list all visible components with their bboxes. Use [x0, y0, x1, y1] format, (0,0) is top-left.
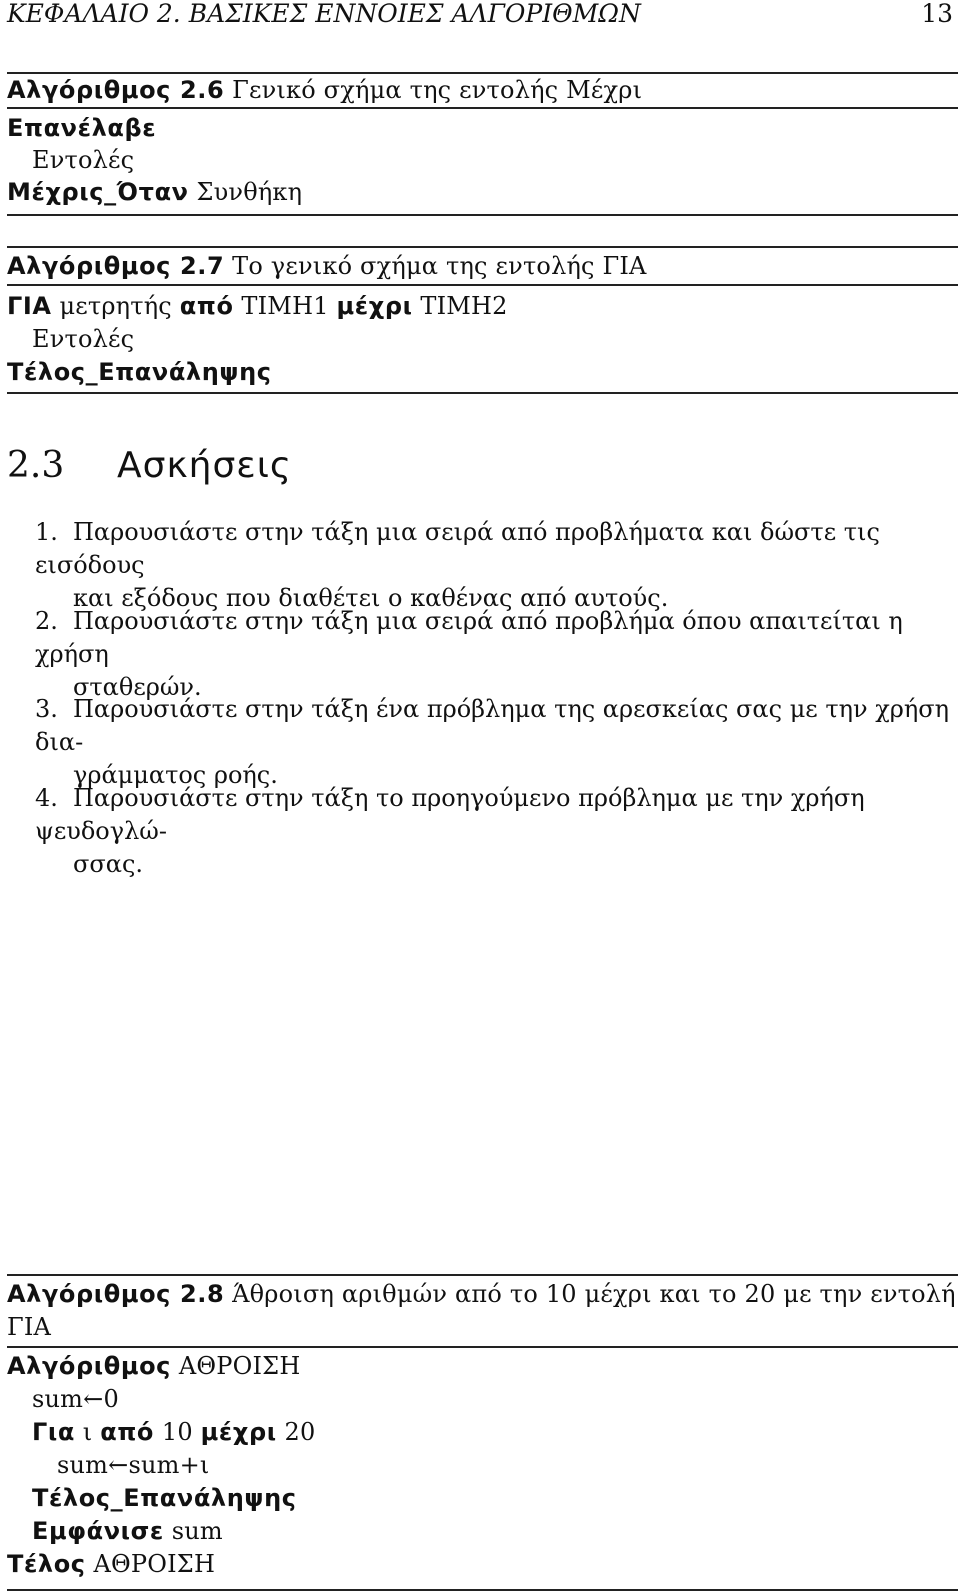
- exercise-number: 2.: [35, 607, 58, 635]
- algorithm-mid-rule: [7, 1346, 958, 1348]
- exercise-text-continued: σσας.: [73, 850, 144, 878]
- section-title: Ασκήσεις: [117, 445, 293, 486]
- exercise-text-continued: γράμματος ροής.: [73, 761, 278, 789]
- algorithm-bottom-rule: [7, 214, 958, 216]
- exercise-text: Παρουσιάστε στην τάξη μια σειρά από προβλήμα όπου απαιτείται η χρήση: [35, 607, 903, 668]
- exercise-item: [35, 782, 955, 881]
- exercise-number: 1.: [35, 518, 58, 546]
- algorithm-line: [32, 1515, 223, 1547]
- keyword: Μέχρις_Όταν: [7, 178, 189, 206]
- algorithm-text: ΤΙΜΗ2: [420, 292, 508, 320]
- algorithm-line: Τέλος_Επανάληψης: [7, 358, 272, 386]
- exercise-item: [35, 516, 955, 615]
- page-number: 13: [921, 0, 953, 28]
- exercise-item: [35, 605, 955, 704]
- algorithm-2-8-caption: [7, 1278, 956, 1310]
- running-header-chapter: ΚΕΦΑΛΑΙΟ 2. ΒΑΣΙΚΕΣ ΕΝΝΟΙΕΣ ΑΛΓΟΡΙΘΜΩΝ: [7, 0, 641, 28]
- algorithm-line: sum←0: [32, 1385, 119, 1413]
- algorithm-text: 20: [284, 1418, 316, 1446]
- algorithm-line: Εντολές: [32, 146, 135, 174]
- algorithm-label: Αλγόριθμος 2.6: [7, 76, 225, 104]
- keyword: Για: [32, 1418, 75, 1446]
- algorithm-line: [7, 1350, 300, 1382]
- keyword: Αλγόριθμος: [7, 1352, 171, 1380]
- keyword: Τέλος: [7, 1550, 86, 1578]
- algorithm-line: sum←sum+ι: [57, 1451, 210, 1479]
- algorithm-2-7-caption: [7, 250, 647, 282]
- algorithm-caption-text: Γενικό σχήμα της εντολής Μέχρι: [232, 76, 643, 104]
- exercise-number: 4.: [35, 784, 58, 812]
- algorithm-line: Εντολές: [32, 325, 135, 353]
- algorithm-line: Τέλος_Επανάληψης: [32, 1484, 297, 1512]
- algorithm-text: ΑΘΡΟΙΣΗ: [93, 1550, 216, 1578]
- algorithm-caption-text: Το γενικό σχήμα της εντολής ΓΙΑ: [232, 252, 647, 280]
- algorithm-bottom-rule: [7, 392, 958, 394]
- algorithm-line: [7, 290, 508, 322]
- algorithm-mid-rule: [7, 107, 958, 109]
- algorithm-caption-continued: ΓΙΑ: [7, 1313, 52, 1341]
- algorithm-top-rule: [7, 246, 958, 248]
- algorithm-caption-text: Άθροιση αριθμών από το 10 μέχρι και το 20 με την εντολή: [232, 1280, 956, 1308]
- keyword: ΓΙΑ: [7, 292, 52, 320]
- algorithm-line: [32, 1416, 315, 1448]
- algorithm-label: Αλγόριθμος 2.8: [7, 1280, 225, 1308]
- algorithm-line: Επανέλαβε: [7, 114, 157, 142]
- exercise-text-continued: και εξόδους που διαθέτει ο καθένας από αυτούς.: [73, 584, 669, 612]
- algorithm-top-rule: [7, 1274, 958, 1276]
- keyword: από: [100, 1418, 155, 1446]
- exercise-item: [35, 693, 955, 792]
- exercise-text: Παρουσιάστε στην τάξη ένα πρόβλημα της αρεσκείας σας με την χρήση δια-: [35, 695, 950, 756]
- algorithm-text: sum: [171, 1517, 223, 1545]
- exercise-text: Παρουσιάστε στην τάξη μια σειρά από προβλήματα και δώστε τις εισόδους: [35, 518, 880, 579]
- algorithm-label: Αλγόριθμος 2.7: [7, 252, 225, 280]
- keyword: από: [179, 292, 234, 320]
- algorithm-text: μετρητής: [59, 292, 172, 320]
- algorithm-text: Συνθήκη: [196, 178, 303, 206]
- algorithm-line: [7, 176, 302, 208]
- keyword: μέχρι: [336, 292, 413, 320]
- algorithm-text: ΤΙΜΗ1: [241, 292, 329, 320]
- algorithm-text: ι: [82, 1418, 93, 1446]
- algorithm-2-6-caption: [7, 74, 642, 106]
- algorithm-bottom-rule: [7, 1589, 958, 1591]
- keyword: Εμφάνισε: [32, 1517, 164, 1545]
- keyword: μέχρι: [200, 1418, 277, 1446]
- exercise-text: Παρουσιάστε στην τάξη το προηγούμενο πρόβλημα με την χρήση ψευδογλώ-: [35, 784, 865, 845]
- section-heading: [7, 446, 292, 486]
- exercise-number: 3.: [35, 695, 58, 723]
- algorithm-line: [7, 1548, 215, 1580]
- section-number: 2.3: [7, 445, 65, 486]
- algorithm-text: ΑΘΡΟΙΣΗ: [178, 1352, 301, 1380]
- exercise-text-continued: σταθερών.: [73, 673, 202, 701]
- algorithm-mid-rule: [7, 284, 958, 286]
- algorithm-text: 10: [161, 1418, 193, 1446]
